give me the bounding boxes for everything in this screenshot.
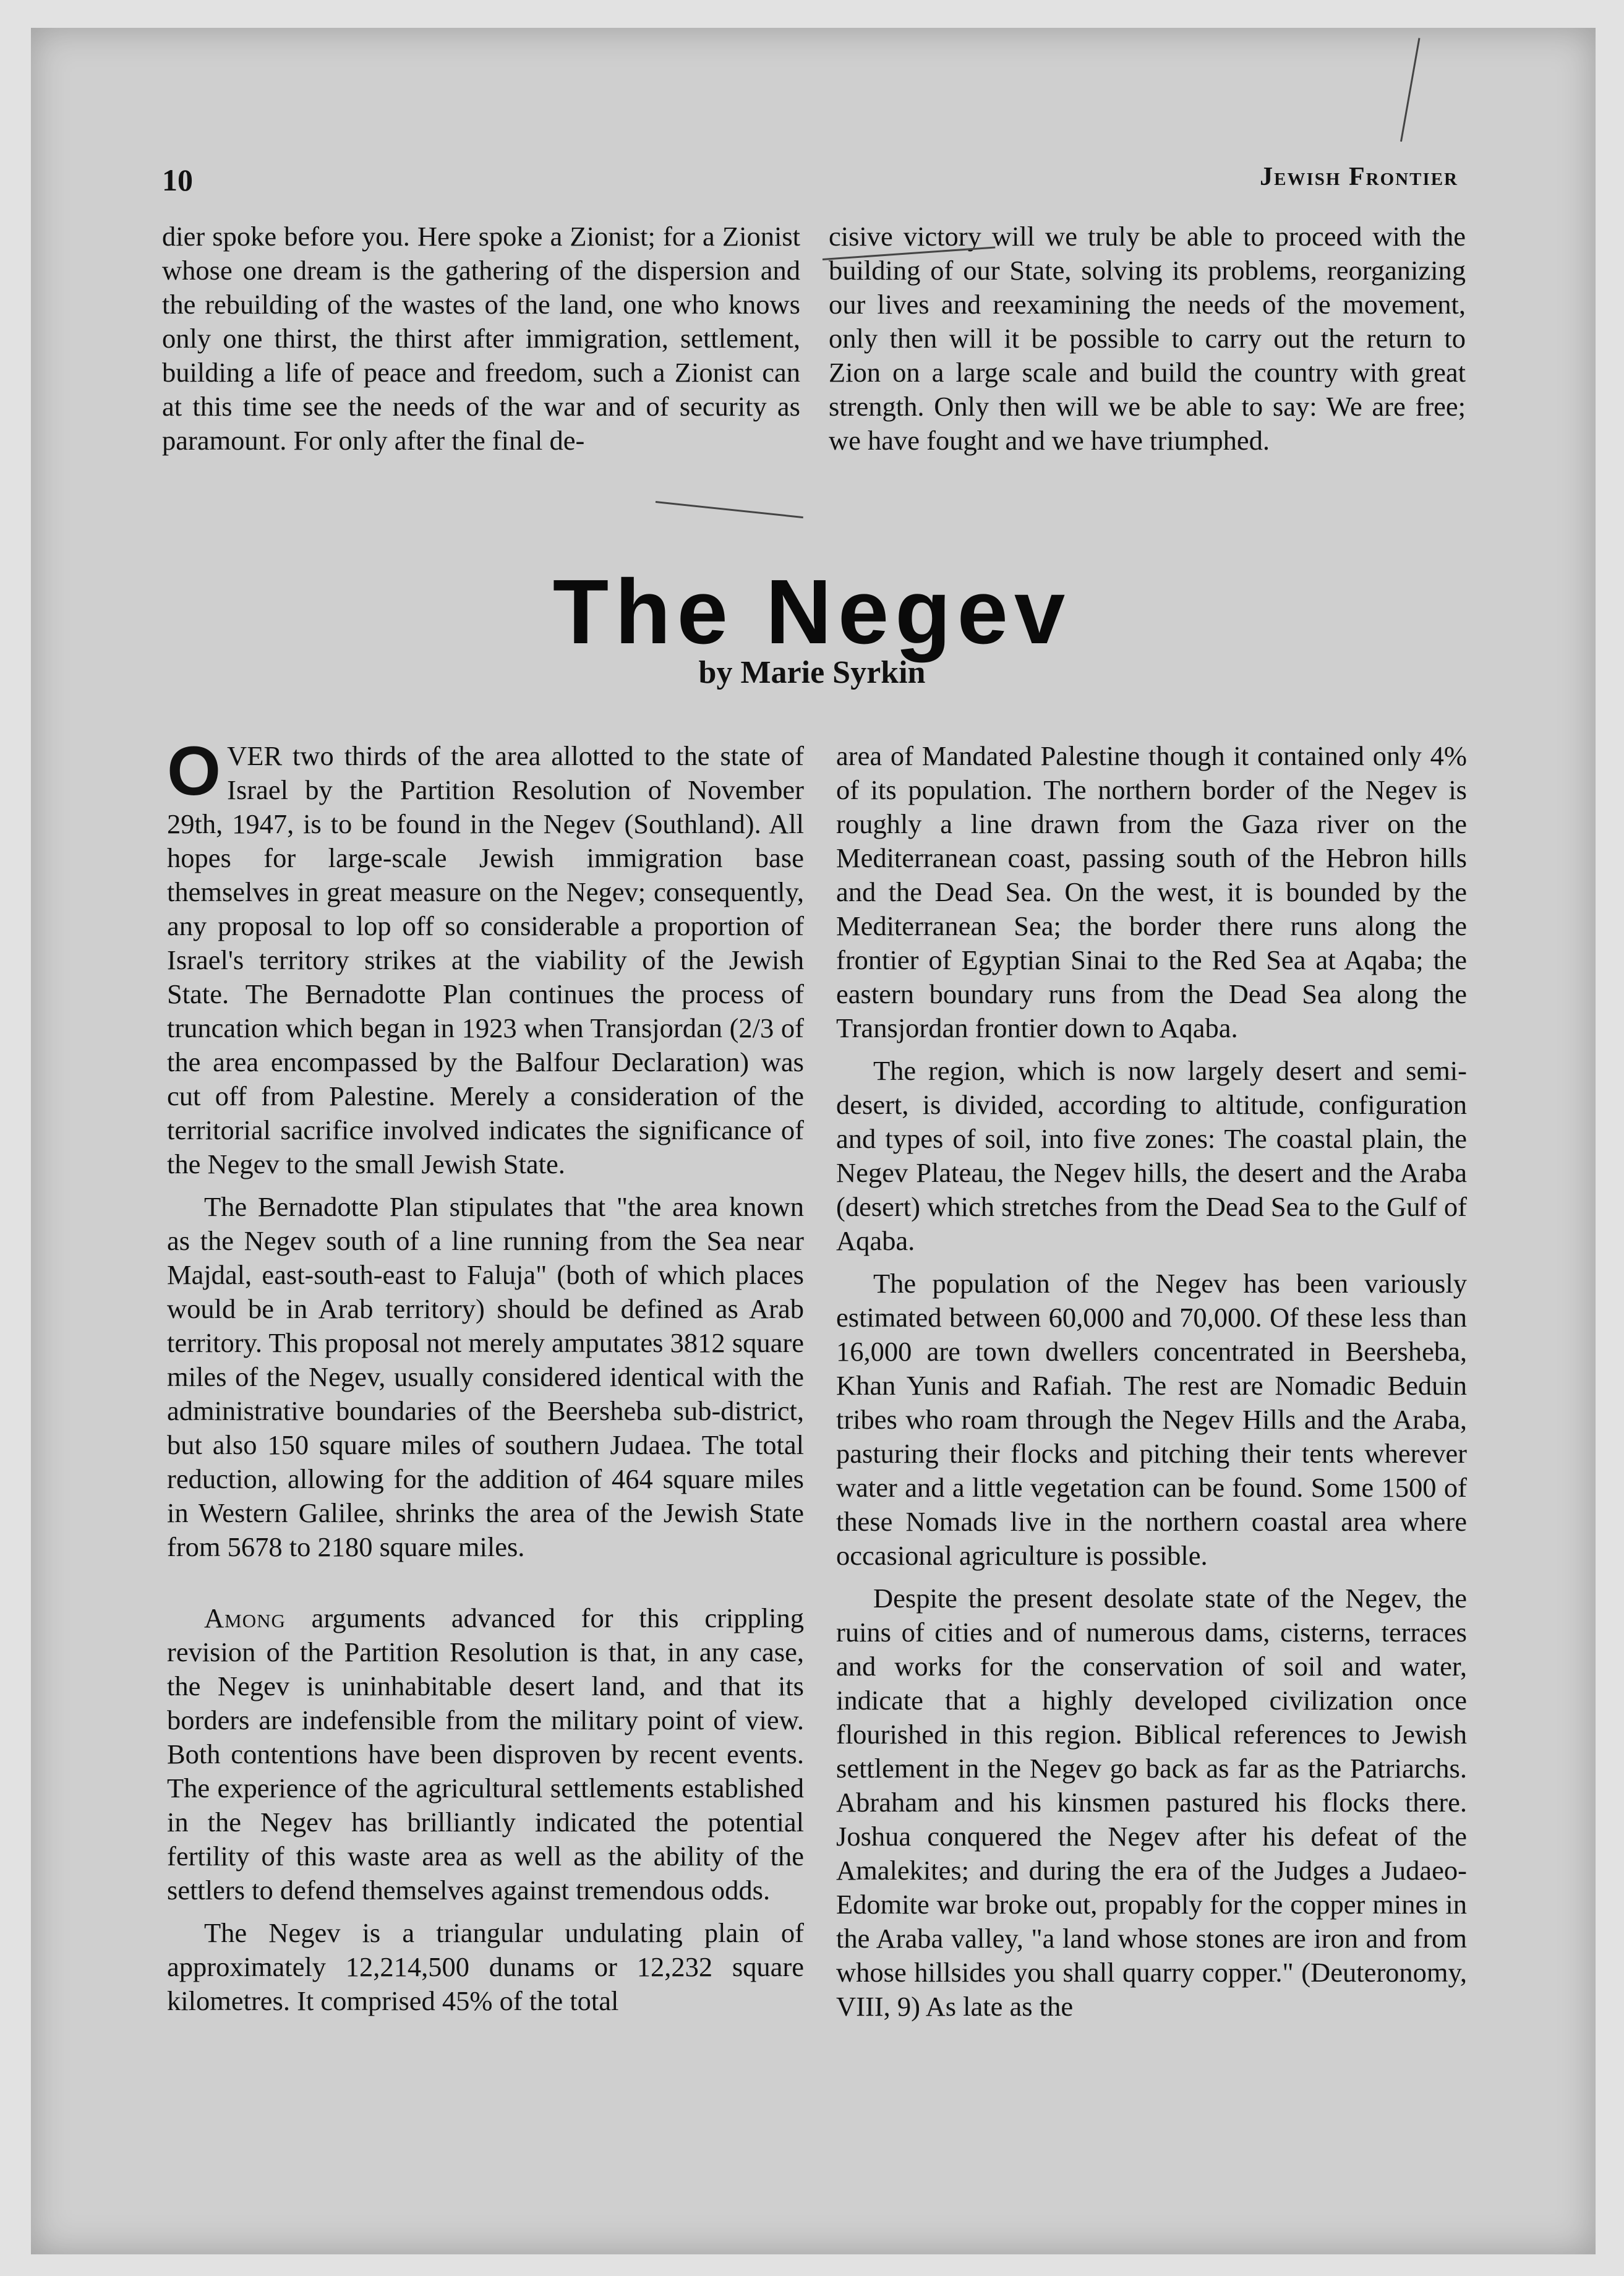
continued-paragraph-right: cisive victory will we truly be able to proceed with the building of our State, solving its problems, reorganizing our lives and reexamining the needs of the movement, only then will it be possible to carry out the return to Zion on a large scale and build the country with great strength. Only then will we be able to say: We are free; we have fought and we have triumphed. bbox=[829, 221, 1466, 456]
continued-text-left bbox=[162, 220, 800, 458]
article-paragraph: Despite the present desolate state of the Negev, the ruins of cities and of numerous dams, cisterns, terraces and works for the conservation of soil and water, indicate that a highly developed civilization once flourished in this region. Biblical references to Jewish settlement in the Negev go back as far as the Patriarchs. Abraham and his kinsmen pastured his flocks there. Joshua conquered the Negev after his defeat of the Amalekites; and during the era of the Judges a Judaeo-Edomite war broke out, propably for the copper mines in the Araba valley, "a land whose stones are iron and from whose hillsides you shall quarry copper." (Deuteronomy, VIII, 9) As late as the bbox=[836, 1583, 1467, 2022]
article-column-right bbox=[836, 739, 1467, 2024]
article-paragraph: The region, which is now largely desert and semi-desert, is divided, according to altitude, configuration and types of soil, into five zones: The coastal plain, the Negev Plateau, the Negev hills, the desert and the Araba (desert) which stretches from the Dead Sea to the Gulf of Aqaba. bbox=[836, 1055, 1467, 1256]
continued-paragraph-left: dier spoke before you. Here spoke a Zionist; for a Zionist whose one dream is the gathering of the dispersion and the rebuilding of the wastes of the land, one who knows only one thirst, the thirst after immigration, settlement, building a life of peace and freedom, such a Zionist can at this time see the needs of the war and of security as paramount. For only after the final de- bbox=[162, 221, 800, 456]
continued-text-right bbox=[829, 220, 1466, 458]
article-title: The Negev bbox=[552, 561, 1072, 663]
article-paragraph: area of Mandated Palestine though it contained only 4% of its population. The northern border of the Negev is roughly a line drawn from the Gaza river on the Mediterranean coast, passing south of the Hebron hills and the Dead Sea. On the west, it is bounded by the Mediterranean Sea; the border there runs along the frontier of Egyptian Sinai to the Red Sea at Aqaba; the eastern boundary runs from the Dead Sea along the Transjordan frontier down to Aqaba. bbox=[836, 740, 1467, 1043]
page-number: 10 bbox=[162, 163, 193, 197]
section-lead-in: Among bbox=[204, 1602, 286, 1633]
paragraph-text: arguments advanced for this crippling revision of the Partition Resolution is that, in any case, the Negev is uninhabitable desert land, and that its borders are indefensible from the military point of view. Both contentions have been disproven by recent events. The experience of the agricultural settlements established in the Negev has brilliantly indicated the potential fertility of this waste area as well as the ability of the settlers to defend themselves against tremendous odds. bbox=[167, 1602, 804, 1906]
paragraph-text: VER two thirds of the area allotted to the state of Israel by the Partition Resolution of November 29th, 1947, is to be found in the Negev (Southland). All hopes for large-scale Jewish immigration base themselves in great measure on the Negev; consequently, any proposal to lop off so considerable a proportion of Israel's territory strikes at the viability of the Jewish State. The Bernadotte Plan continues the process of truncation which began in 1923 when Transjordan (2/3 of the area encompassed by the Balfour Declaration) was cut off from Palestine. Merely a consideration of the territorial sacrifice involved indicates the significance of the Negev to the small Jewish State. bbox=[167, 740, 804, 1179]
running-head: Jewish Frontier bbox=[1260, 163, 1458, 191]
article-column-left bbox=[167, 732, 804, 2018]
article-paragraph: The population of the Negev has been variously estimated between 60,000 and 70,000. Of these less than 16,000 are town dwellers concentrated in Beersheba, Khan Yunis and Rafiah. The rest are Nomadic Beduin tribes who roam through the Negev Hills and the Araba, pasturing their flocks and pitching their tents wherever water and a little vegetation can be found. Some 1500 of these Nomads live in the northern coastal area where occasional agriculture is possible. bbox=[836, 1268, 1467, 1571]
article-byline: by Marie Syrkin bbox=[698, 655, 926, 690]
drop-cap: O bbox=[167, 732, 221, 810]
article-paragraph bbox=[167, 1601, 804, 1907]
article-paragraph: The Negev is a triangular undulating plain of approximately 12,214,500 dunams or 12,232 square kilometres. It comprised 45% of the total bbox=[167, 1917, 804, 2016]
article-paragraph bbox=[167, 732, 804, 1181]
article-paragraph: The Bernadotte Plan stipulates that "the area known as the Negev south of a line running from the Sea near Majdal, east-south-east to Faluja" (both of which places would be in Arab territory) should be defined as Arab territory. This proposal not merely amputates 3812 square miles of the Negev, usually considered identical with the administrative boundaries of the Beersheba sub-district, but also 150 square miles of southern Judaea. The total reduction, allowing for the addition of 464 square miles in Western Galilee, shrinks the area of the Jewish State from 5678 to 2180 square miles. bbox=[167, 1191, 804, 1562]
